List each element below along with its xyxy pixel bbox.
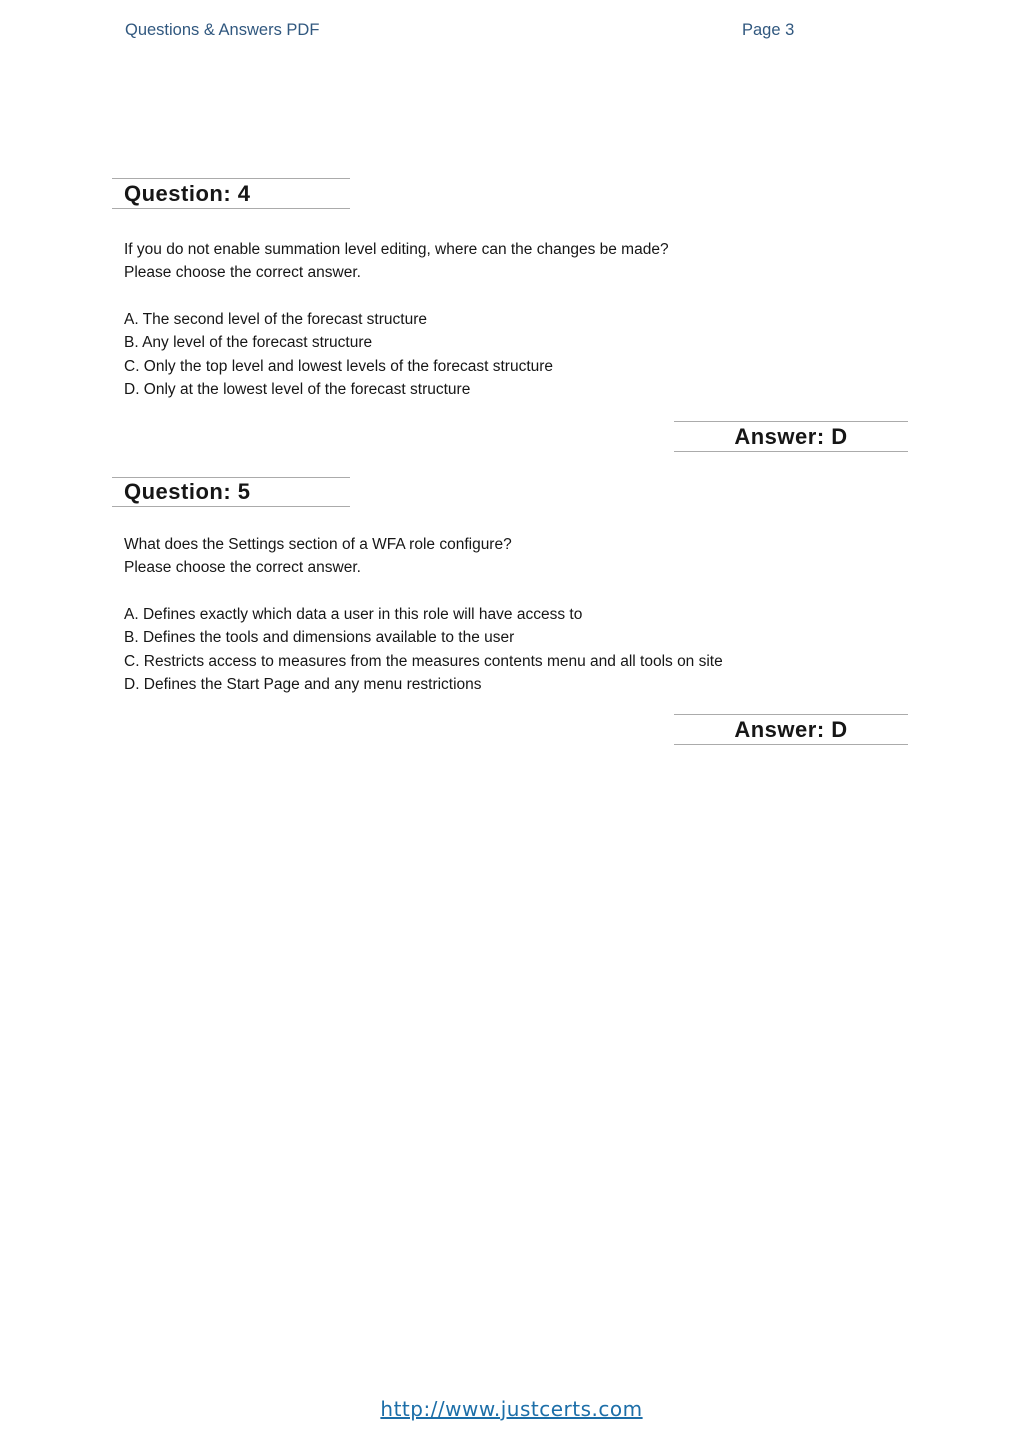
question-5-option-a: A. Defines exactly which data a user in this role will have access to: [124, 605, 583, 623]
question-5-text-line: Please choose the correct answer.: [124, 559, 361, 577]
question-4-heading: Question: 4: [112, 178, 350, 209]
question-5-option-b: B. Defines the tools and dimensions available to the user: [124, 629, 515, 647]
justcerts-link[interactable]: http://www.justcerts.com: [380, 1397, 643, 1421]
question-4-option-b: B. Any level of the forecast structure: [124, 334, 373, 352]
question-5-answer: Answer: D: [674, 714, 908, 745]
question-4-answer: Answer: D: [674, 421, 908, 452]
question-5-body: [124, 533, 924, 696]
document-title: Questions & Answers PDF: [125, 21, 320, 39]
question-5-option-d: D. Defines the Start Page and any menu restrictions: [124, 675, 482, 693]
blank-line: [124, 580, 924, 603]
question-5-text-line: What does the Settings section of a WFA role configure?: [124, 536, 512, 553]
question-4-text-line: If you do not enable summation level editing, where can the changes be made?: [124, 241, 669, 258]
question-4-text-line: Please choose the correct answer.: [124, 264, 361, 282]
question-5-heading: Question: 5: [112, 477, 350, 507]
question-4-body: [124, 238, 924, 401]
question-5-option-c: C. Restricts access to measures from the measures contents menu and all tools on site: [124, 652, 723, 670]
footer: [0, 1397, 1023, 1421]
question-4-option-d: D. Only at the lowest level of the forecast structure: [124, 380, 471, 398]
question-4-option-a: A. The second level of the forecast structure: [124, 310, 427, 328]
blank-line: [124, 285, 924, 308]
question-4-option-c: C. Only the top level and lowest levels of the forecast structure: [124, 357, 554, 375]
page-number: Page 3: [742, 21, 795, 39]
